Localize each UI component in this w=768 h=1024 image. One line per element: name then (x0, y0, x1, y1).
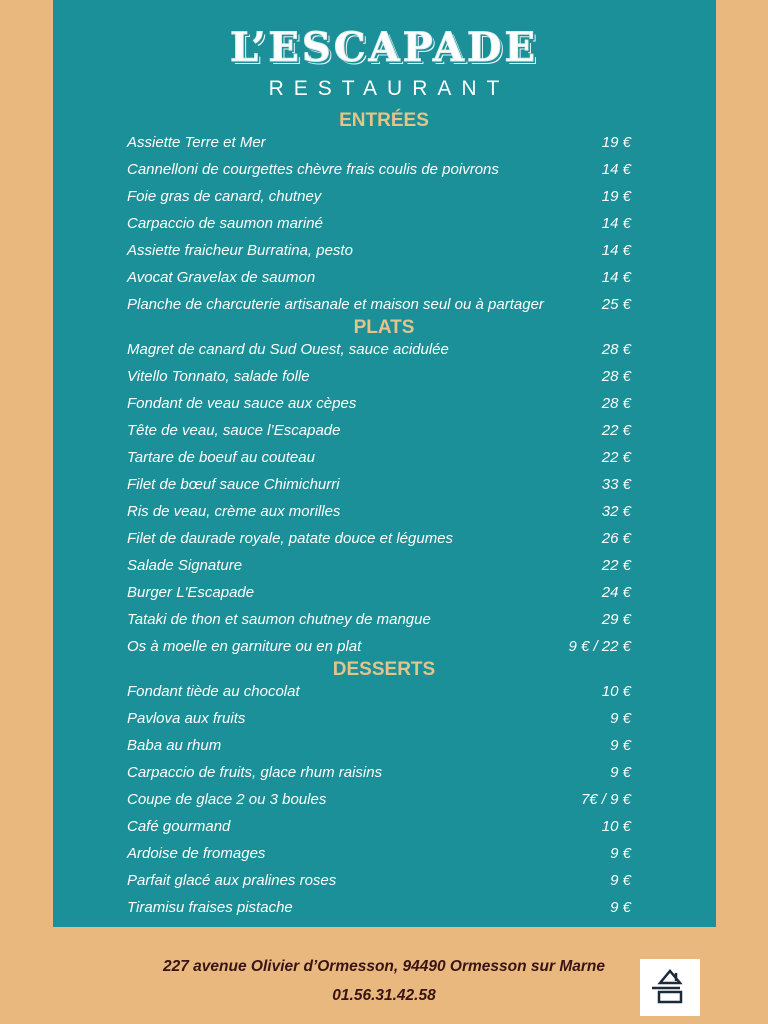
menu-item (127, 790, 631, 810)
menu-item-price: 9 € / 22 € (568, 638, 631, 655)
menu-item-name: Baba au rhum (127, 737, 222, 754)
menu-item-name: Filet de bœuf sauce Chimichurri (127, 476, 340, 493)
section-heading-2: DESSERTS (332, 659, 436, 680)
menu-item-name: Carpaccio de saumon mariné (127, 215, 323, 232)
menu-item-name: Tête de veau, sauce l’Escapade (127, 422, 341, 439)
menu-item (127, 709, 631, 729)
menu-item-price: 26 € (601, 530, 631, 547)
menu-item (127, 610, 631, 630)
menu-item-price: 14 € (601, 242, 631, 259)
menu-item-name: Tartare de boeuf au couteau (127, 449, 315, 466)
menu-item (127, 421, 631, 441)
menu-item-name: Assiette fraicheur Burratina, pesto (127, 242, 353, 259)
menu-item (127, 502, 631, 522)
menu-item-price: 9 € (610, 710, 631, 727)
menu-item-name: Os à moelle en garniture ou en plat (127, 638, 362, 655)
fait-maison-house-icon (640, 959, 700, 1016)
menu-item (127, 529, 631, 549)
menu-item (127, 340, 631, 360)
menu-item-price: 19 € (601, 188, 631, 205)
menu-item-price: 33 € (601, 476, 631, 493)
menu-item-name: Parfait glacé aux pralines roses (127, 872, 337, 889)
menu-item-price: 19 € (601, 134, 631, 151)
menu-item-name: Magret de canard du Sud Ouest, sauce acidulée (127, 341, 449, 358)
menu-item-price: 25 € (601, 296, 631, 313)
menu-item (127, 133, 631, 153)
restaurant-subtitle: RESTAURANT (268, 77, 510, 100)
menu-item-price: 7€ / 9 € (580, 791, 631, 808)
menu-item-price: 9 € (610, 737, 631, 754)
menu-item-name: Avocat Gravelax de saumon (127, 269, 316, 286)
menu-item-price: 22 € (601, 557, 631, 574)
menu-item-price: 22 € (601, 449, 631, 466)
menu-item-price: 32 € (601, 503, 631, 520)
menu-item-name: Ardoise de fromages (127, 845, 266, 862)
menu-item-name: Cannelloni de courgettes chèvre frais coulis de poivrons (127, 161, 499, 178)
menu-item-price: 9 € (610, 764, 631, 781)
menu-item-name: Fondant tiède au chocolat (127, 683, 300, 700)
menu-item-name: Burger L'Escapade (127, 584, 255, 601)
menu-item (127, 241, 631, 261)
menu-item-price: 28 € (601, 395, 631, 412)
menu-item (127, 682, 631, 702)
menu-item-price: 10 € (601, 683, 631, 700)
menu-item (127, 583, 631, 603)
menu-item (127, 160, 631, 180)
menu-item-name: Ris de veau, crème aux morilles (127, 503, 341, 520)
menu-item (127, 763, 631, 783)
menu-item-name: Fondant de veau sauce aux cèpes (127, 395, 357, 412)
menu-item-name: Vitello Tonnato, salade folle (127, 368, 310, 385)
address: 227 avenue Olivier d’Ormesson, 94490 Ormesson sur Marne (163, 958, 605, 975)
menu-item (127, 448, 631, 468)
menu-item (127, 556, 631, 576)
menu-item (127, 817, 631, 837)
section-heading-0: ENTRÉES (339, 110, 429, 131)
menu-item-name: Tataki de thon et saumon chutney de mangue (127, 611, 431, 628)
menu-item (127, 394, 631, 414)
menu-item (127, 844, 631, 864)
menu-item-price: 22 € (601, 422, 631, 439)
menu-item (127, 898, 631, 918)
restaurant-name: L’ESCAPADE (229, 24, 539, 71)
menu-item-price: 24 € (601, 584, 631, 601)
menu-item-name: Assiette Terre et Mer (127, 134, 266, 151)
menu-item (127, 214, 631, 234)
menu-item-price: 14 € (601, 269, 631, 286)
menu-item-price: 14 € (601, 161, 631, 178)
menu-item (127, 268, 631, 288)
menu-item (127, 736, 631, 756)
menu-item-name: Foie gras de canard, chutney (127, 188, 322, 205)
menu-item-price: 28 € (601, 368, 631, 385)
menu-item-price: 10 € (601, 818, 631, 835)
menu-item (127, 871, 631, 891)
menu-item-price: 9 € (610, 845, 631, 862)
menu-item-name: Pavlova aux fruits (127, 710, 246, 727)
menu-item-price: 14 € (601, 215, 631, 232)
menu-item (127, 187, 631, 207)
menu-item (127, 295, 631, 315)
section-heading-1: PLATS (353, 317, 415, 338)
menu-item-name: Planche de charcuterie artisanale et maison seul ou à partager (127, 296, 544, 313)
menu-item (127, 637, 631, 657)
menu-item-name: Coupe de glace 2 ou 3 boules (127, 791, 327, 808)
menu-item-name: Carpaccio de fruits, glace rhum raisins (127, 764, 383, 781)
menu-item (127, 475, 631, 495)
menu-item-name: Filet de daurade royale, patate douce et légumes (127, 530, 454, 547)
menu-item-name: Café gourmand (127, 818, 231, 835)
menu-item-price: 29 € (601, 611, 631, 628)
phone-number: 01.56.31.42.58 (332, 987, 436, 1004)
menu-item-price: 9 € (610, 872, 631, 889)
menu-item-price: 9 € (610, 899, 631, 916)
menu-item-name: Salade Signature (127, 557, 243, 574)
menu-item-name: Tiramisu fraises pistache (127, 899, 293, 916)
menu-item (127, 367, 631, 387)
menu-item-price: 28 € (601, 341, 631, 358)
